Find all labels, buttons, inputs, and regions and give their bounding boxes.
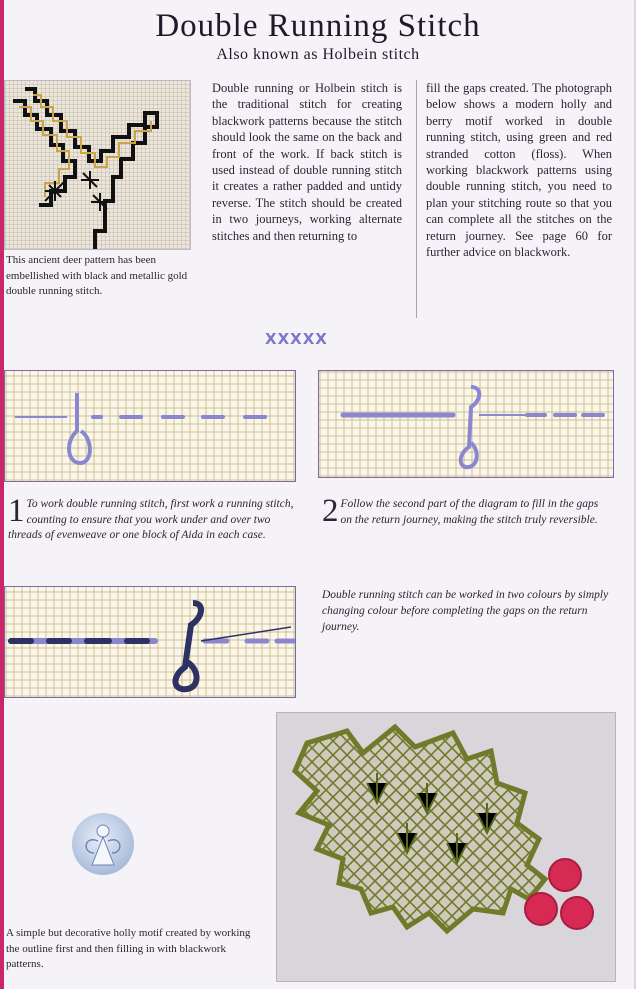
diagram-two-colour (4, 586, 296, 698)
step-1-text: To work double running stitch, first work a running stitch, counting to ensure that you work under and over two threads of evenweave or one block of Aida in each case. (8, 498, 294, 541)
intro-column-2: fill the gaps created. The photograph below shows a modern holly and berry motif worked in double running stitch, using green and red stranded cotton (floss). When working blackwork patterns using double running stitch, you need to plan your stitching route so that you can complete all the stitches on the return journey. See page 60 for further advice on blackwork. (426, 81, 612, 260)
diagram-step-1 (4, 370, 296, 482)
intro-column-1: Double running or Holbein stitch is the traditional stitch for creating blackwork patterns because the stitch should look the same on the back and front of the work. If back stitch is used instead of double running stitch it creates a rather padded and untidy reverse. The stitch should be created in two journeys, working alternate stitches and then returning to (212, 81, 402, 243)
two-colour-note: Double running stitch can be worked in two colours by simply changing colour before completing the gaps on the return journey. (322, 589, 609, 633)
deer-pattern-photo (4, 80, 191, 250)
holly-photo-caption: A simple but decorative holly motif created by working the outline first and then filling in with blackwork patterns. (6, 927, 251, 970)
angel-icon (72, 813, 134, 875)
deer-photo-caption: This ancient deer pattern has been embellished with black and metallic gold double running stitch. (6, 254, 188, 297)
step-2-stitch-illustration (319, 371, 614, 478)
deer-antler-illustration (5, 81, 190, 249)
step-1-instruction (8, 493, 298, 544)
page-subtitle: Also known as Holbein stitch (216, 46, 420, 63)
column-rule (416, 80, 417, 318)
diagram-step-2 (318, 370, 614, 478)
cross-stitch-divider: XXXXX (265, 330, 328, 348)
step-1-number: 1 (8, 493, 25, 529)
step-2-text: Follow the second part of the diagram to fill in the gaps on the return journey, making the stitch truly reversible. (340, 498, 599, 526)
holly-motif-photo (276, 712, 616, 982)
step-1-stitch-illustration (5, 371, 296, 482)
step-2-instruction (322, 493, 612, 529)
step-2-number: 2 (322, 493, 339, 529)
holly-berry-illustration (277, 713, 615, 981)
two-colour-stitch-illustration (5, 587, 296, 698)
page-title: Double Running Stitch (155, 8, 481, 44)
